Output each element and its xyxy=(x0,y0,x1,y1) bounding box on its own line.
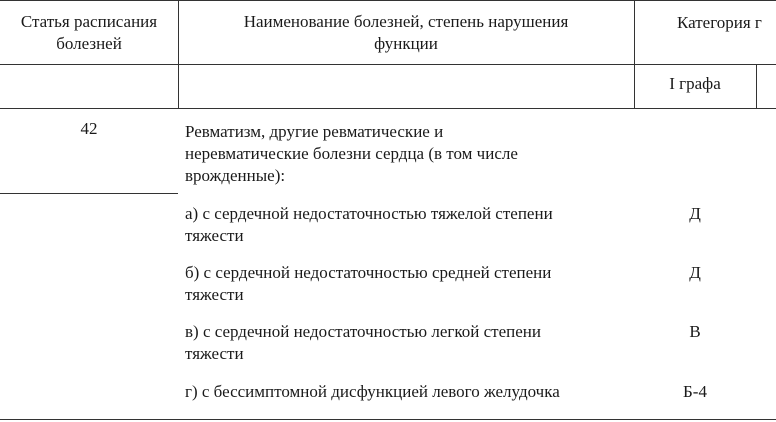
header-name-line2: функции xyxy=(374,34,438,53)
item-a-line2: тяжести xyxy=(185,226,244,245)
header-article-line1: Статья расписания xyxy=(20,12,158,31)
item-d-line1: г) с бессимптомной дисфункцией левого желудочка xyxy=(185,382,560,401)
item-b-line1: б) с сердечной недостаточностью средней степени xyxy=(185,263,552,282)
item-a-line1: а) с сердечной недостаточностью тяжелой степени xyxy=(185,204,553,223)
article-title-line3: врожденные): xyxy=(185,166,286,185)
header-article-line2: болезней xyxy=(56,34,122,53)
header-name-line1: Наименование болезней, степень нарушения xyxy=(243,12,569,31)
article-cell-bottom-border xyxy=(0,193,178,194)
item-a-category: Д xyxy=(689,204,701,223)
header-divider-3 xyxy=(756,64,757,108)
table-bottom-border xyxy=(0,419,776,420)
item-d-category: Б-4 xyxy=(683,382,707,401)
header-bottom-border xyxy=(0,64,776,65)
item-c-category: В xyxy=(689,322,701,341)
article-title-line1: Ревматизм, другие ревматические и xyxy=(185,122,444,141)
header-category: Категория г xyxy=(677,13,762,32)
item-b-category: Д xyxy=(689,263,701,282)
item-b-line2: тяжести xyxy=(185,285,244,304)
subheader-graph-1: I графа xyxy=(669,74,721,93)
article-title-line2: неревматические болезни сердца (в том числе xyxy=(185,144,518,163)
subheader-bottom-border xyxy=(0,108,776,109)
item-c-line1: в) с сердечной недостаточностью легкой степени xyxy=(185,322,541,341)
article-number: 42 xyxy=(80,119,98,138)
item-c-line2: тяжести xyxy=(185,344,244,363)
table-top-border xyxy=(0,0,776,1)
